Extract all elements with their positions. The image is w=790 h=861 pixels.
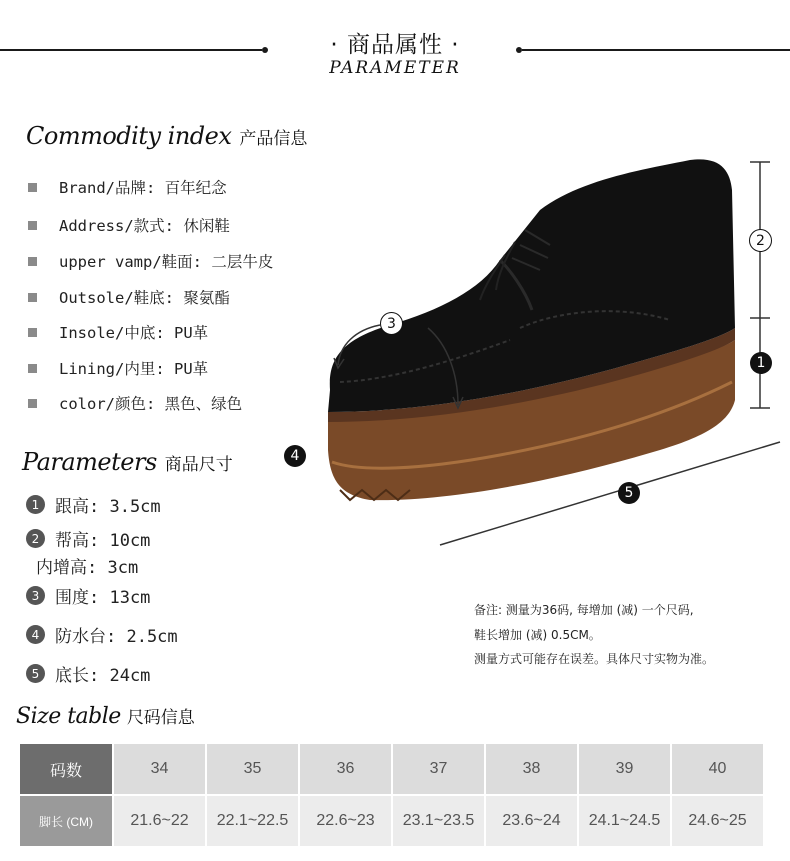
table-header-size: 码数 bbox=[19, 743, 113, 795]
size-table bbox=[18, 742, 765, 848]
table-cell: 39 bbox=[578, 743, 671, 795]
page-subtitle: PARAMETER bbox=[329, 58, 461, 78]
param-inner-height: 内增高: 3cm bbox=[36, 558, 139, 578]
square-bullet-icon bbox=[28, 221, 37, 230]
table-cell: 38 bbox=[485, 743, 578, 795]
note-line-3: 测量方式可能存在误差。具体尺寸实物为准。 bbox=[474, 652, 715, 666]
number-2-icon: 2 bbox=[26, 529, 45, 548]
number-1-icon: 1 bbox=[26, 495, 45, 514]
marker-4-icon: 4 bbox=[284, 445, 306, 467]
square-bullet-icon bbox=[28, 183, 37, 192]
table-cell: 34 bbox=[113, 743, 206, 795]
note-line-2: 鞋长增加 (减) 0.5CM。 bbox=[474, 628, 601, 642]
number-4-icon: 4 bbox=[26, 625, 45, 644]
list-item: Outsole/鞋底: 聚氨酯 bbox=[28, 285, 230, 309]
marker-5-icon: 5 bbox=[618, 482, 640, 504]
param-heel-height: 1 跟高: 3.5cm bbox=[26, 492, 161, 517]
commodity-heading-cn: 产品信息 bbox=[239, 129, 308, 149]
table-cell: 23.6~24 bbox=[485, 795, 578, 847]
note-line-1: 备注: 测量为36码, 每增加 (减) 一个尺码, bbox=[474, 603, 694, 617]
parameters-heading-script: Parameters bbox=[22, 448, 157, 476]
marker-1-icon: 1 bbox=[750, 352, 772, 374]
list-item: Address/款式: 休闲鞋 bbox=[28, 213, 230, 237]
header-rule-right-end bbox=[516, 47, 522, 53]
square-bullet-icon bbox=[28, 257, 37, 266]
marker-3-icon: 3 bbox=[380, 312, 403, 335]
table-cell: 40 bbox=[671, 743, 764, 795]
parameters-heading-cn: 商品尺寸 bbox=[164, 455, 233, 475]
number-3-icon: 3 bbox=[26, 586, 45, 605]
commodity-heading bbox=[26, 122, 307, 150]
list-item: upper vamp/鞋面: 二层牛皮 bbox=[28, 249, 273, 273]
table-cell: 22.6~23 bbox=[299, 795, 392, 847]
number-5-icon: 5 bbox=[26, 664, 45, 683]
list-item: Lining/内里: PU革 bbox=[28, 356, 208, 380]
header-rule-left bbox=[0, 49, 262, 51]
table-cell: 22.1~22.5 bbox=[206, 795, 299, 847]
square-bullet-icon bbox=[28, 293, 37, 302]
square-bullet-icon bbox=[28, 328, 37, 337]
list-item: color/颜色: 黑色、绿色 bbox=[28, 391, 242, 415]
table-cell: 37 bbox=[392, 743, 485, 795]
table-cell: 24.6~25 bbox=[671, 795, 764, 847]
param-platform: 4 防水台: 2.5cm bbox=[26, 622, 178, 647]
parameters-heading bbox=[22, 448, 233, 476]
table-cell: 36 bbox=[299, 743, 392, 795]
header-rule-left-end bbox=[262, 47, 268, 53]
table-cell: 35 bbox=[206, 743, 299, 795]
square-bullet-icon bbox=[28, 364, 37, 373]
size-table-heading-script: Size table bbox=[16, 704, 121, 729]
size-table-heading-cn: 尺码信息 bbox=[126, 708, 195, 728]
table-cell: 24.1~24.5 bbox=[578, 795, 671, 847]
size-table-heading bbox=[16, 703, 195, 729]
table-cell: 23.1~23.5 bbox=[392, 795, 485, 847]
marker-2-icon: 2 bbox=[749, 229, 772, 252]
table-row-sizes bbox=[19, 743, 764, 795]
list-item: Brand/品牌: 百年纪念 bbox=[28, 175, 227, 199]
param-sole-length: 5 底长: 24cm bbox=[26, 661, 150, 686]
square-bullet-icon bbox=[28, 399, 37, 408]
list-item: Insole/中底: PU革 bbox=[28, 320, 208, 344]
table-row-lengths bbox=[19, 795, 764, 847]
param-upper-height: 2 帮高: 10cm bbox=[26, 526, 150, 551]
param-girth: 3 围度: 13cm bbox=[26, 583, 150, 608]
commodity-heading-script: Commodity index bbox=[26, 122, 232, 150]
page-title: · 商品属性 · bbox=[330, 32, 460, 58]
table-header-foot-length: 脚长 (CM) bbox=[19, 795, 113, 847]
table-cell: 21.6~22 bbox=[113, 795, 206, 847]
shoe-product-image bbox=[300, 150, 790, 560]
header-rule-right bbox=[522, 49, 790, 51]
